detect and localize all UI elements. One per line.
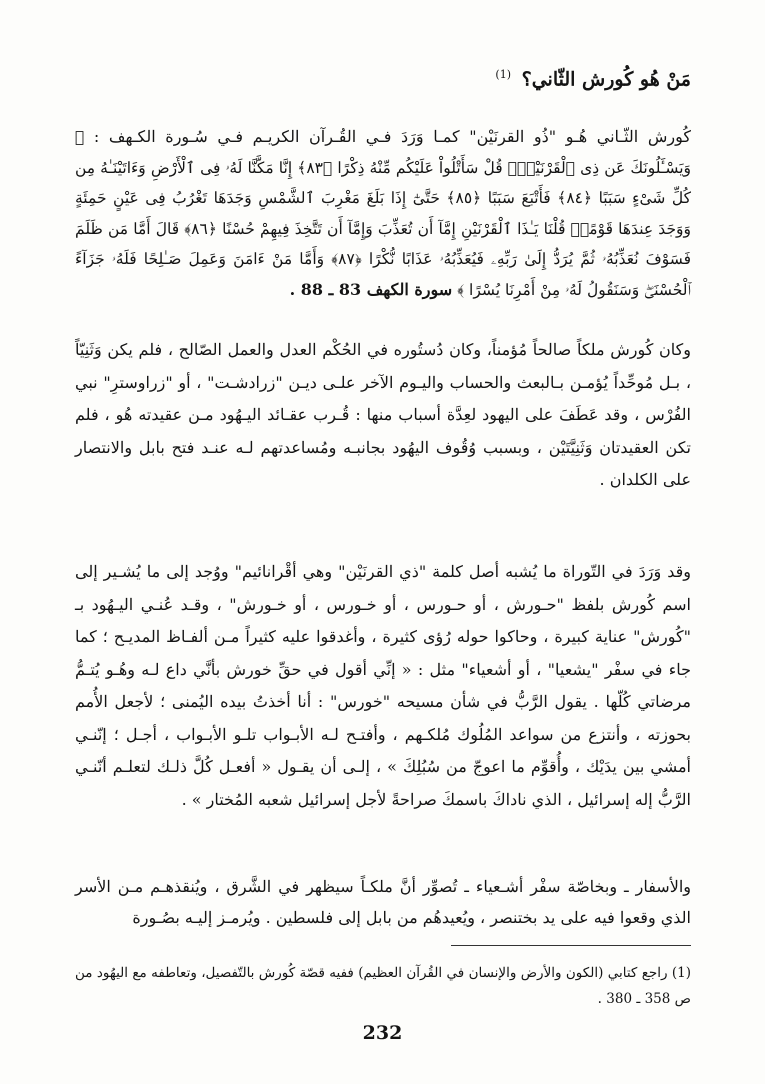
page-number: 232	[362, 1022, 403, 1044]
paragraph-quran-citation	[75, 122, 691, 306]
intro-text: كُورش الثّـاني هُـو "ذُو القرنَيْن" كمـا وَرَدَ فـي القُـرآن الكريـم فـي سُـورة الكـهف :	[93, 127, 691, 146]
section-heading	[495, 68, 691, 90]
footnote: (1) راجع كتابي (الكون والأرض والإنسان في القُرآن العظيم) ففيه قصّة كُورش بالتّفصيل، وتعاطفه مع اليهُود من ص 358 ـ 380 .	[75, 965, 691, 1007]
quran-verse: ﴿ وَيَسْـَٔلُونَكَ عَن ذِى ٱلْقَرْنَيْنِۖ قُلْ سَأَتْلُواْ عَلَيْكُم مِّنْهُ ذِكْرًا ﴿٨٣﴾ إِنَّا مَكَّنَّا لَهُۥ فِى ٱلْأَرْضِ وَءَاتَيْنَـٰهُ مِن كُلِّ شَىْءٍ سَبَبًا ﴿٨٤﴾ فَأَتْبَعَ سَبَبًا ﴿٨٥﴾ حَتَّىٰٓ إِذَا بَلَغَ مَغْرِبَ ٱلشَّمْسِ وَجَدَهَا تَغْرُبُ فِى عَيْنٍ حَمِئَةٍ وَوَجَدَ عِندَهَا قَوْمًاۗ قُلْنَا يَـٰذَا ٱلْقَرْنَيْنِ إِمَّآ أَن تُعَذِّبَ وَإِمَّآ أَن تَتَّخِذَ فِيهِمْ حُسْنًا ﴿٨٦﴾ قَالَ أَمَّا مَن ظَلَمَ فَسَوْفَ نُعَذِّبُهُۥ ثُمَّ يُرَدُّ إِلَىٰ رَبِّهِۦ فَيُعَذِّبُهُۥ عَذَابًا نُّكْرًا ﴿٨٧﴾ وَأَمَّا مَنْ ءَامَنَ وَعَمِلَ صَـٰلِحًا فَلَهُۥ جَزَآءً ٱلْحُسْنَىٰۖ وَسَنَقُولُ لَهُۥ مِنْ أَمْرِنَا يُسْرًا ﴾	[75, 128, 692, 299]
paragraph-cyrus-king: وكان كُورش ملكاً صالحاً مُؤمناً، وكان دُستُوره في الحُكْم العدل والعمل الصّالح ، فلم يكن وَثَنِيّاً ، بـل مُوحِّداً يُؤمـن بـالبعث والحساب واليـوم الآخر علـى ديـن "زرادشـت" ، أو "زراوسترِ" نبي الفُرْس ، وقد عَطَفَ على اليهود لعِدَّة أسباب منها : قُـرب عقـائد اليـهُود مـن عقيدته هُو ، فلم تكن العقيدتان وَثَنِيَّتَيْن ، وبسبب وُقُوف اليهُود بجانبـه ومُساعدتهم لـه عنـد فتح بابل والانتصار على الكلدان .	[75, 340, 691, 490]
footnote-ref: (1)	[495, 68, 512, 81]
footnote-divider	[451, 945, 691, 946]
heading-title: مَنْ هُو كُورش الثّاني؟	[521, 68, 691, 91]
paragraph-torah: وقد وَرَدَ في التّوراة ما يُشبه أصل كلمة "ذي القرنَيْن" وهي أقْرانائيم" ووُجد إلى ما يُشـير إلى اسم كُورش بلفظ "حـورش ، أو حـورس ، أو خـورس ، أو خـورش" ، وقـد عُنـي اليـهُود بـ "كُورش" عناية كبيرة ، وحاكوا حوله رُؤى كثيرة ، وأغدقوا عليه كثيراً مـن ألفـاظ المديـح ؛ كما جاء في سفْر "يشعيا" ، أو أشعياء" مثل : « إنِّي أقول في حقِّ خورش بأنَّي داع لـه وهُـو يُتـمُّ مرضاتي كُلّها . يقول الرَّبُّ في شأن مسيحه "خورس" : أنا أخذتُ بيده اليُمنى ؛ لأجعل الأُمم بحوزته ، وأنتزع من سواعد المُلُوك مُلكـهم ، وأفتـح لـه الأبـواب تلـو الأبـواب ، أجـل ؛ إنّنـي أمشي بين يدَيْك ، وأُقوِّم ما اعوجّ من سُبُلِكَ » ، إلـى أن يقـول « أفعـل كُلَّ ذلـك لتعلـم أنّنـي الرَّبُّ إله إسرائيل ، الذي ناداكَ باسمكَ صراحةً لأجل إسرائيل شعبه المُختار » .	[75, 562, 692, 809]
verse-citation: سورة الكهف 83 ـ 88 .	[289, 279, 453, 299]
paragraph-books: والأسفار ـ وبخاصّة سفْر أشـعياء ـ تُصوِّر أنَّ ملكـاً سيظهر في الشَّرق ، ويُنقذهـم مـن الأسر الذي وقعوا فيه على يد بختنصر ، ويُعيدهُم من بابل إلى فلسطين . ويُرمـز إليـه بصُـورة	[75, 877, 691, 927]
